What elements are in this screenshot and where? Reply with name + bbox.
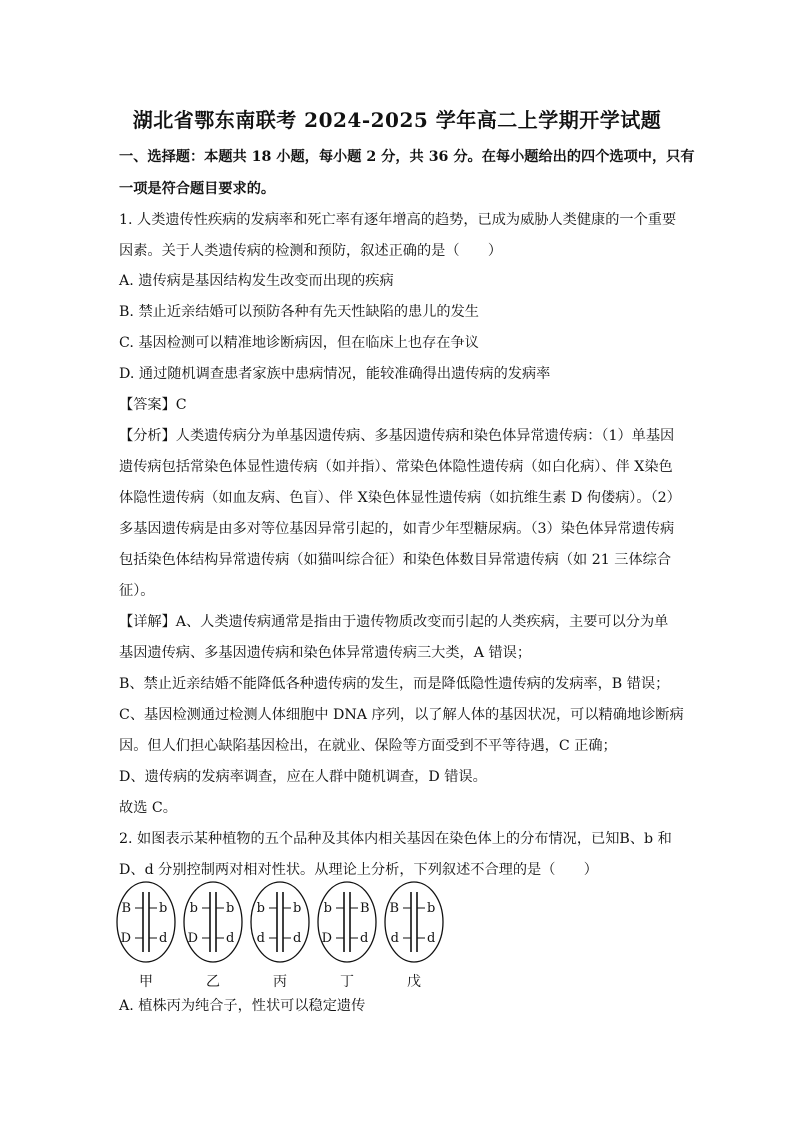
q1-detail-line: B、禁止近亲结婚不能降低各种遗传病的发生，而是降低隐性遗传病的发病率，B 错误； <box>119 676 670 692</box>
cell-diagram <box>385 882 443 990</box>
gene-label: D <box>187 931 198 946</box>
gene-label: b <box>323 901 332 916</box>
q1-analysis-line: 【分析】人类遗传病分为单基因遗传病、多基因遗传病和染色体异常遗传病：（1）单基因 <box>119 428 675 444</box>
q2-stem-line-1: 2. 如图表示某种植物的五个品种及其体内相关基因在染色体上的分布情况，已知B、b 和 <box>119 831 672 847</box>
cell-caption: 乙 <box>206 974 220 990</box>
gene-label: d <box>159 931 168 946</box>
q2-option-a: A. 植株丙为纯合子，性状可以稳定遗传 <box>119 998 366 1014</box>
q1-detail-line: 【详解】A、人类遗传病通常是指由于遗传物质改变而引起的人类疾病，主要可以分为单 <box>119 614 669 630</box>
q1-analysis-line: 体隐性遗传病（如血友病、色盲）、伴 X染色体显性遗传病（如抗维生素 D 佝偻病）。（2） <box>119 490 681 506</box>
gene-label: d <box>226 931 235 946</box>
chromosome-figure <box>112 880 472 992</box>
section-heading-line-1: 一、选择题：本题共 18 小题，每小题 2 分，共 36 分。在每小题给出的四个选项中，只有 <box>119 149 695 165</box>
q1-detail-line: 基因遗传病、多基因遗传病和染色体异常遗传病三大类，A 错误； <box>119 645 532 661</box>
q1-option-b: B. 禁止近亲结婚可以预防各种有先天性缺陷的患儿的发生 <box>119 304 479 320</box>
gene-label: d <box>293 931 302 946</box>
q1-detail-line: D、遗传病的发病率调查，应在人群中随机调查，D 错误。 <box>119 769 487 785</box>
section-heading-line-2: 一项是符合题目要求的。 <box>119 181 276 197</box>
q1-analysis-line: 征）。 <box>119 583 155 599</box>
gene-label: d <box>360 931 369 946</box>
q1-detail-line: 因。但人们担心缺陷基因检出，在就业、保险等方面受到不平等待遇，C 正确； <box>119 738 617 754</box>
q1-option-c: C. 基因检测可以精准地诊断病因，但在临床上也存在争议 <box>119 335 479 351</box>
gene-label: D <box>321 931 332 946</box>
cell-caption: 丙 <box>273 974 287 990</box>
cell-caption: 戊 <box>407 974 421 990</box>
cell-diagram <box>318 882 376 990</box>
gene-label: b <box>159 901 168 916</box>
q1-stem-line-1: 1. 人类遗传性疾病的发病率和死亡率有逐年增高的趋势，已成为威胁人类健康的一个重要 <box>119 212 677 228</box>
gene-label: B <box>389 901 399 916</box>
cell-outline <box>251 882 309 962</box>
gene-label: d <box>427 931 436 946</box>
cell-outline <box>385 882 443 962</box>
cell-diagram <box>184 882 242 990</box>
cell-outline <box>184 882 242 962</box>
q1-option-a: A. 遗传病是基因结构发生改变而出现的疾病 <box>119 273 394 289</box>
gene-label: b <box>427 901 436 916</box>
q2-stem-line-2: D、d 分别控制两对相对性状。从理论上分析，下列叙述不合理的是（ ） <box>119 862 598 878</box>
q1-conclusion: 故选 C。 <box>119 800 177 816</box>
page-title: 湖北省鄂东南联考 2024-2025 学年高二上学期开学试题 <box>132 108 662 132</box>
gene-label: D <box>120 931 131 946</box>
q1-stem-line-2: 因素。关于人类遗传病的检测和预防，叙述正确的是（ ） <box>119 243 503 259</box>
gene-label: b <box>226 901 235 916</box>
gene-label: b <box>189 901 198 916</box>
q1-answer: 【答案】C <box>119 397 187 413</box>
cell-diagram <box>251 882 309 990</box>
cell-caption: 甲 <box>139 974 153 990</box>
gene-label: B <box>121 901 131 916</box>
gene-label: B <box>360 901 370 916</box>
cell-caption: 丁 <box>340 974 354 990</box>
gene-label: b <box>293 901 302 916</box>
gene-label: d <box>390 931 399 946</box>
q1-detail-line: C、基因检测通过检测人体细胞中 DNA 序列，以了解人体的基因状况，可以精确地诊断病 <box>119 707 684 723</box>
cell-outline <box>117 882 175 962</box>
q1-analysis-line: 遗传病包括常染色体显性遗传病（如并指）、常染色体隐性遗传病（如白化病）、伴 X染色 <box>119 459 673 475</box>
q1-analysis-line: 多基因遗传病是由多对等位基因异常引起的，如青少年型糖尿病。（3）染色体异常遗传病 <box>119 521 675 537</box>
gene-label: d <box>256 931 265 946</box>
cell-diagram <box>117 882 175 990</box>
q1-option-d: D. 通过随机调查患者家族中患病情况，能较准确得出遗传病的发病率 <box>119 366 551 382</box>
cell-outline <box>318 882 376 962</box>
gene-label: b <box>256 901 265 916</box>
q1-analysis-line: 包括染色体结构异常遗传病（如猫叫综合征）和染色体数目异常遗传病（如 21 三体综合 <box>119 552 672 568</box>
